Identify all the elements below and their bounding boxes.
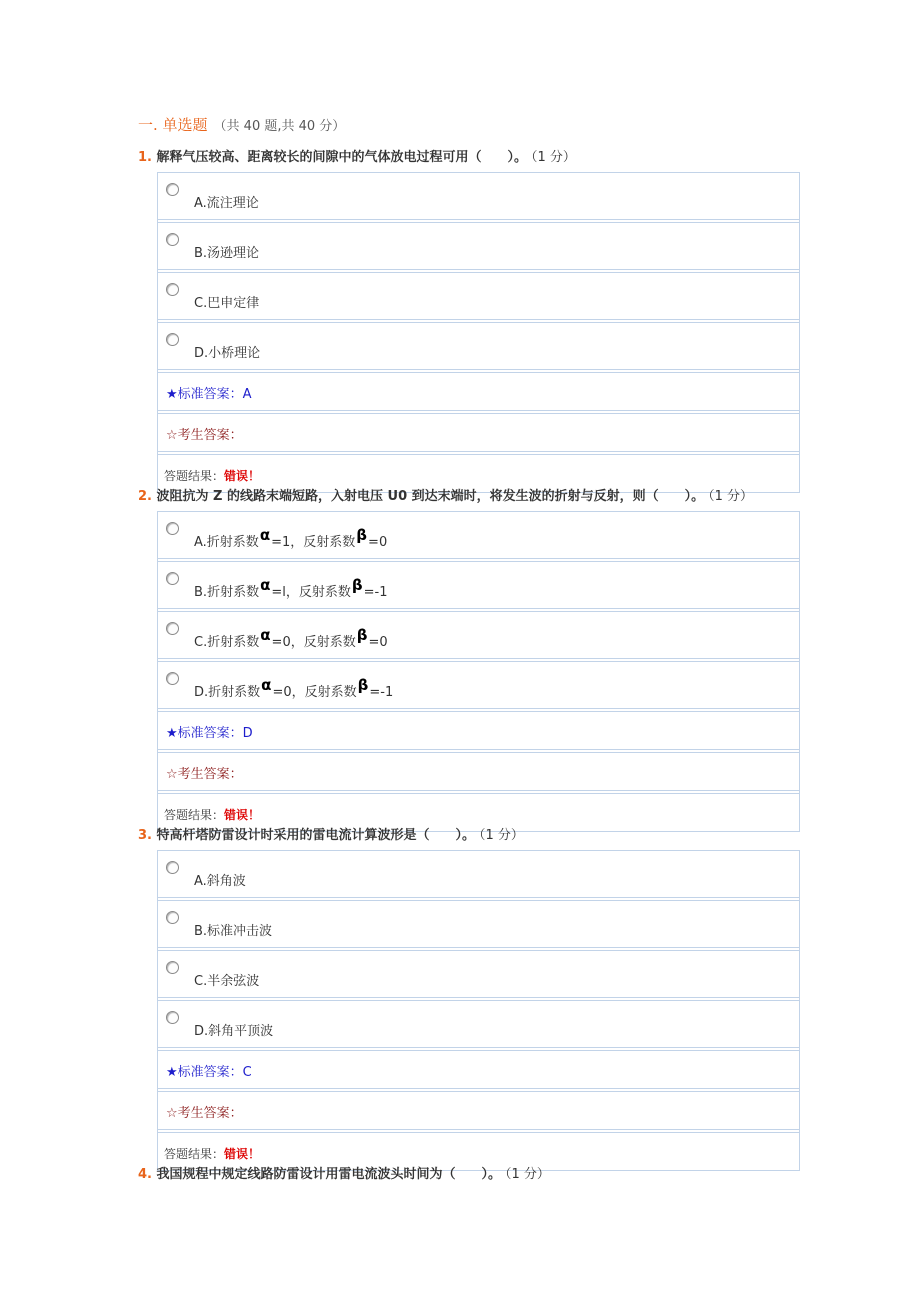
- options-table: [157, 850, 800, 1171]
- option-row[interactable]: [158, 272, 799, 320]
- question-1: [138, 148, 798, 493]
- radio-button[interactable]: [166, 522, 179, 535]
- my-answer: [166, 1102, 243, 1121]
- beta-symbol: β: [357, 676, 369, 694]
- option-text: =0: [368, 635, 388, 650]
- option-label: D.小桥理论: [194, 346, 261, 361]
- option-text: =0: [368, 535, 388, 550]
- radio-button[interactable]: [166, 183, 179, 196]
- question-title: [138, 148, 798, 168]
- question-number: 4.: [138, 1167, 152, 1182]
- options-table: [157, 172, 800, 493]
- beta-symbol: β: [351, 576, 363, 594]
- radio-button[interactable]: [166, 233, 179, 246]
- radio-button[interactable]: [166, 911, 179, 924]
- option-letter: A.: [194, 535, 207, 550]
- option-letter: C.: [194, 635, 208, 650]
- my-answer-row: [158, 752, 799, 791]
- option-label: [194, 676, 394, 700]
- standard-answer: [166, 1061, 252, 1080]
- section-header: [138, 114, 345, 135]
- option-label: A.流注理论: [194, 196, 259, 211]
- my-answer: [166, 424, 243, 443]
- my-answer-label: ☆考生答案：: [166, 1106, 243, 1121]
- result-value: 错误！: [224, 808, 261, 822]
- option-text: =0，反射系数: [272, 685, 357, 700]
- option-label: C.半余弦波: [194, 974, 260, 989]
- question-title: [138, 487, 798, 507]
- radio-button[interactable]: [166, 672, 179, 685]
- option-row[interactable]: [158, 661, 799, 709]
- my-answer-row: [158, 413, 799, 452]
- option-text: =0，反射系数: [271, 635, 356, 650]
- question-title: [138, 826, 798, 846]
- section-subtitle: （共 40 题,共 40 分）: [213, 119, 346, 134]
- standard-answer-row: [158, 372, 799, 411]
- radio-button[interactable]: [166, 622, 179, 635]
- standard-answer-label: ★标准答案：: [166, 1065, 243, 1080]
- standard-answer: [166, 722, 253, 741]
- standard-answer-value: A: [242, 387, 252, 402]
- question-2: [138, 487, 798, 832]
- result-label: 答题结果：: [164, 469, 225, 483]
- question-points: （1 分）: [531, 150, 576, 165]
- question-points: （1 分）: [505, 1167, 550, 1182]
- question-number: 1.: [138, 150, 152, 165]
- option-label: [194, 526, 388, 550]
- option-row[interactable]: [158, 900, 799, 948]
- beta-symbol: β: [356, 626, 368, 644]
- result-value: 错误！: [224, 1147, 261, 1161]
- option-letter: B.: [194, 585, 208, 600]
- option-text: =1，反射系数: [271, 535, 356, 550]
- result: [164, 806, 260, 823]
- option-text: 折射系数: [207, 635, 260, 650]
- standard-answer-value: C: [242, 1065, 252, 1080]
- alpha-symbol: α: [261, 676, 272, 694]
- question-text: 解释气压较高、距离较长的间隙中的气体放电过程可用（ ）。: [156, 150, 528, 165]
- option-text: 折射系数: [206, 535, 259, 550]
- option-row[interactable]: [158, 561, 799, 609]
- option-row[interactable]: [158, 511, 799, 559]
- my-answer-row: [158, 1091, 799, 1130]
- section-title: 一. 单选题: [138, 116, 208, 134]
- alpha-symbol: α: [260, 626, 271, 644]
- beta-symbol: β: [356, 526, 368, 544]
- question-4: [138, 1165, 798, 1185]
- option-row[interactable]: [158, 322, 799, 370]
- option-label: D.斜角平顶波: [194, 1024, 274, 1039]
- result: [164, 1145, 260, 1162]
- result-label: 答题结果：: [164, 1147, 225, 1161]
- question-points: （1 分）: [479, 828, 524, 843]
- option-row[interactable]: [158, 172, 799, 220]
- option-row[interactable]: [158, 222, 799, 270]
- option-label: [194, 576, 388, 600]
- radio-button[interactable]: [166, 333, 179, 346]
- standard-answer-label: ★标准答案：: [166, 726, 243, 741]
- my-answer: [166, 763, 243, 782]
- question-number: 2.: [138, 489, 152, 504]
- standard-answer-label: ★标准答案：: [166, 387, 243, 402]
- option-text: =-1: [363, 585, 388, 600]
- question-number: 3.: [138, 828, 152, 843]
- question-text: 波阻抗为 Z 的线路末端短路，入射电压 U0 到达末端时，将发生波的折射与反射，则（ ）。: [156, 489, 705, 504]
- my-answer-label: ☆考生答案：: [166, 767, 243, 782]
- option-label: [194, 626, 388, 650]
- option-text: 折射系数: [208, 685, 261, 700]
- standard-answer-row: [158, 1050, 799, 1089]
- option-text: =l，反射系数: [271, 585, 351, 600]
- radio-button[interactable]: [166, 861, 179, 874]
- option-row[interactable]: [158, 850, 799, 898]
- option-text: =-1: [369, 685, 394, 700]
- option-label: A.斜角波: [194, 874, 246, 889]
- option-text: 折射系数: [207, 585, 260, 600]
- option-label: C.巴申定律: [194, 296, 260, 311]
- options-table: [157, 511, 800, 832]
- my-answer-label: ☆考生答案：: [166, 428, 243, 443]
- question-text: 我国规程中规定线路防雷设计用雷电流波头时间为（ ）。: [156, 1167, 502, 1182]
- standard-answer: [166, 383, 252, 402]
- option-row[interactable]: [158, 1000, 799, 1048]
- question-title: [138, 1165, 798, 1185]
- radio-button[interactable]: [166, 572, 179, 585]
- radio-button[interactable]: [166, 961, 179, 974]
- option-letter: D.: [194, 685, 209, 700]
- alpha-symbol: α: [259, 526, 271, 544]
- option-row[interactable]: [158, 611, 799, 659]
- radio-button[interactable]: [166, 1011, 179, 1024]
- radio-button[interactable]: [166, 283, 179, 296]
- question-points: （1 分）: [708, 489, 754, 504]
- option-label: B.汤逊理论: [194, 246, 260, 261]
- standard-answer-row: [158, 711, 799, 750]
- result: [164, 467, 260, 484]
- question-text: 特高杆塔防雷设计时采用的雷电流计算波形是（ ）。: [156, 828, 476, 843]
- option-label: B.标准冲击波: [194, 924, 273, 939]
- result-label: 答题结果：: [164, 808, 225, 822]
- result-value: 错误！: [224, 469, 261, 483]
- question-3: [138, 826, 798, 1171]
- option-row[interactable]: [158, 950, 799, 998]
- alpha-symbol: α: [260, 576, 271, 594]
- standard-answer-value: D: [242, 726, 253, 741]
